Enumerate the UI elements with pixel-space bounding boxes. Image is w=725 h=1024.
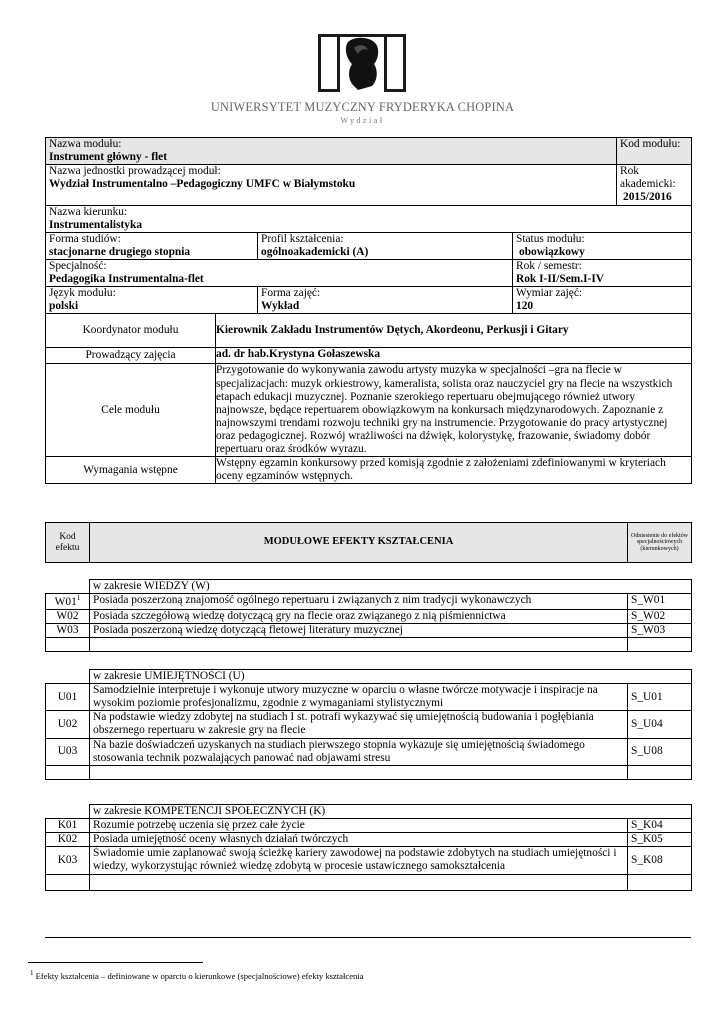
empty-corner [46, 670, 90, 684]
empty-row [46, 874, 692, 890]
effect-text: Rozumie potrzebę uczenia się przez całe życie [90, 819, 628, 833]
requirements-value: Wstępny egzamin konkursowy przed komisją zgodnie z założeniami zdefiniowanymi w kryteriach oceny egzaminów wstępnych. [216, 457, 692, 484]
field-cell [46, 205, 692, 232]
effect-text: Posiada umiejętność oceny własnych działań twórczych [90, 833, 628, 847]
effect-code: U03 [46, 738, 90, 765]
year-label: Rok akademicki: [620, 165, 676, 191]
table-row [46, 594, 692, 610]
requirements-label: Wymagania wstępne [46, 457, 216, 484]
study-form-label: Forma studiów: [49, 232, 121, 245]
specialty-label: Specjalność: [49, 259, 107, 272]
class-form-value: Wykład [261, 300, 300, 313]
year-cell [617, 165, 692, 205]
empty-corner [46, 580, 90, 594]
study-form-value: stacjonarne drugiego stopnia [49, 245, 191, 258]
goals-label: Cele modułu [46, 364, 216, 457]
unit-label: Nazwa jednostki prowadzącej moduł: [49, 165, 221, 178]
table-row [46, 833, 692, 847]
year-value: 2015/2016 [623, 191, 672, 204]
module-code-cell [617, 138, 692, 165]
coordinator-label: Koordynator modułu [46, 314, 216, 348]
goals-value: Przygotowanie do wykonywania zawodu artysty muzyka w specjalności –gra na flecie w specjalizacjach: muzyk orkiestrowy, kameralista, solista oraz nauczyciel gry na flecie na wszystkich etapach edukacji muzycznej. Poznanie szerokiego repertuaru obejmującego również utwory najnowsze, będące repertuarem obowiązkowym na konkursach międzynarodowych. Zapoznanie z najnowszymi trendami rozwoju techniki gry na instrumencie. Przygotowanie do pracy artystycznej oraz pedagogicznej. Rozwój wrażliwości na dźwięk, kolorystykę, frazowanie, świadomy dobór repertuaru oraz środków wyrazu. [216, 364, 692, 457]
language-value: polski [49, 300, 79, 313]
table-row [46, 738, 692, 765]
effect-code: $W01^1$ [46, 594, 90, 610]
university-name: UNIWERSYTET MUZYCZNY FRYDERYKA CHOPINA [210, 100, 515, 114]
unit-cell [46, 165, 617, 205]
effect-text: Na bazie doświadczeń uzyskanych na studiach pierwszego stopnia wykazuje się umiejętnością świadomego stosowania technik pozwalających panować nad objawami stresu [90, 738, 628, 765]
empty-row [46, 765, 692, 779]
competences-title: w zakresie KOMPETENCJI SPOŁECZNYCH (K) [90, 805, 692, 819]
footnote-mark: 1 [30, 969, 34, 977]
effect-text: Posiada poszerzoną znajomość ogólnego repertuaru i związanych z nim tradycji wykonawczych [90, 594, 628, 610]
field-label: Nazwa kierunku: [49, 205, 128, 218]
effect-text: Posiada szczegółową wiedzę dotyczącą gry na flecie oraz związanego z nią piśmiennictwa [90, 610, 628, 624]
effect-ref: S_W03 [628, 624, 692, 638]
effect-code-header: Kod efektu [46, 523, 90, 563]
hours-value: 120 [516, 300, 534, 313]
footnote [30, 969, 364, 982]
effect-text: Świadomie umie zaplanować swoją ścieżkę kariery zawodowej na podstawie zdobytych na studiach umiejętności i wiedzy, wykorzystując również wiedzę zdobytą w procesie ustawicznego samokształcenia [90, 847, 628, 874]
effects-reference-header: Odniesienie do efektów specjalnościowych (kierunkowych) [628, 523, 692, 563]
teacher-label: Prowadzący zajęcia [46, 348, 216, 364]
hours-label: Wymiar zajęć: [516, 287, 583, 300]
table-row [46, 684, 692, 711]
skills-title: w zakresie UMIEJĘTNOŚCI (U) [90, 670, 692, 684]
effect-code: K03 [46, 847, 90, 874]
effect-text: Samodzielnie interpretuje i wykonuje utwory muzyczne w oparciu o własne twórcze motywacje i inspiracje na wysokim poziomie profesjonalizmu, zgodnie z wymaganiami stylistycznymi [90, 684, 628, 711]
effect-code: U02 [46, 711, 90, 738]
semester-label: Rok / semestr: [516, 259, 582, 272]
specialty-value: Pedagogika Instrumentalna-flet [49, 273, 204, 286]
page-divider [45, 937, 691, 938]
module-name-value: Instrument główny - flet [49, 151, 168, 164]
table-row [46, 847, 692, 874]
effect-code: U01 [46, 684, 90, 711]
coordinator-value-cell [216, 314, 692, 348]
module-code-label: Kod modułu: [620, 138, 681, 150]
effect-text: Posiada poszerzoną wiedzę dotyczącą fletowej literatury muzycznej [90, 624, 628, 638]
table-row [46, 624, 692, 638]
profile-cell [258, 232, 513, 259]
table-row [46, 819, 692, 833]
language-label: Język modułu: [49, 287, 116, 300]
unit-value: Wydział Instrumentalno –Pedagogiczny UMFC w Białymstoku [49, 178, 356, 191]
module-name-label: Nazwa modułu: [49, 138, 122, 150]
footnote-divider [28, 962, 203, 963]
footnote-text: Efekty kształcenia – definiowane w oparciu o kierunkowe (specjalnościowe) efekty kształcenia [33, 970, 364, 981]
field-value: Instrumentalistyka [49, 218, 143, 231]
knowledge-section [45, 579, 692, 652]
hours-cell [513, 287, 692, 314]
faculty-label: Wydział [340, 116, 385, 125]
empty-row [46, 638, 692, 652]
effects-header-table [45, 522, 692, 563]
module-name-cell [46, 138, 617, 165]
knowledge-title: w zakresie WIEDZY (W) [90, 580, 692, 594]
effect-ref: S_K05 [628, 833, 692, 847]
effect-ref: S_U08 [628, 738, 692, 765]
effect-ref: S_W02 [628, 610, 692, 624]
specialty-cell [46, 259, 513, 286]
effect-code: W02 [46, 610, 90, 624]
competences-section [45, 804, 692, 891]
semester-cell [513, 259, 692, 286]
study-form-cell [46, 232, 258, 259]
effect-ref: S_U01 [628, 684, 692, 711]
status-value: obowiązkowy [519, 245, 585, 258]
footnote-ref: 1 [76, 594, 81, 603]
language-cell [46, 287, 258, 314]
coordinator-value: Kierownik Zakładu Instrumentów Dętych, Akordeonu, Perkusji i Gitary [216, 324, 569, 337]
profile-label: Profil kształcenia: [261, 232, 344, 245]
table-row [46, 610, 692, 624]
profile-value: ogólnoakademicki (A) [261, 245, 369, 258]
effect-code: K01 [46, 819, 90, 833]
university-logo [318, 34, 406, 92]
table-row [46, 711, 692, 738]
empty-corner [46, 805, 90, 819]
skills-section [45, 669, 692, 780]
teacher-value: ad. dr hab.Krystyna Gołaszewska [216, 348, 692, 364]
module-info-table [45, 137, 692, 484]
class-form-cell [258, 287, 513, 314]
effect-ref: S_U04 [628, 711, 692, 738]
effect-code: W03 [46, 624, 90, 638]
semester-value: Rok I-II/Sem.I-IV [516, 273, 604, 286]
effect-code: K02 [46, 833, 90, 847]
effect-ref: S_K08 [628, 847, 692, 874]
status-label: Status modułu: [516, 232, 585, 245]
effect-ref: S_K04 [628, 819, 692, 833]
effect-ref: S_W01 [628, 594, 692, 610]
class-form-label: Forma zajęć: [261, 287, 321, 300]
effects-title: MODUŁOWE EFEKTY KSZTAŁCENIA [90, 523, 628, 563]
effect-text: Na podstawie wiedzy zdobytej na studiach I st. potrafi wykazywać się umiejętnością budowania i pogłębiania obszernego repertuaru w zakresie gry na flecie [90, 711, 628, 738]
status-cell [513, 232, 692, 259]
